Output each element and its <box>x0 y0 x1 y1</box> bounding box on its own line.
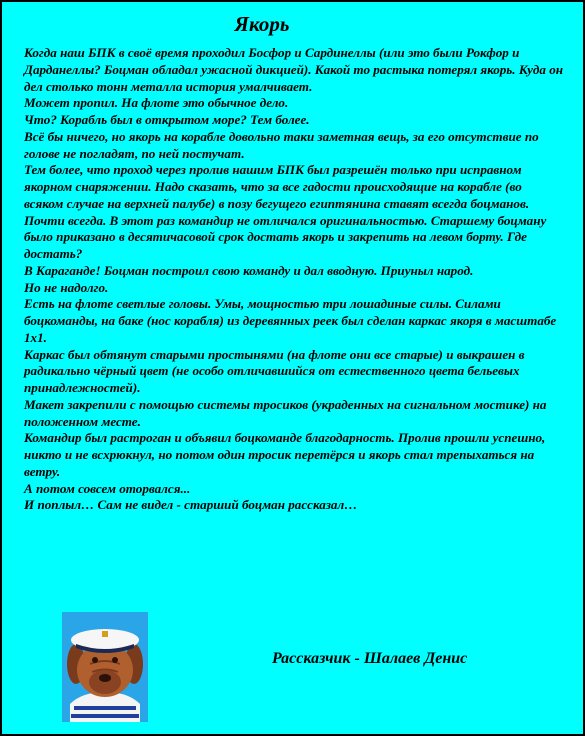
story-paragraph: Почти всегда. В этот раз командир не отличался оригинальностью. Старшему боцману было приказано в десятичасовой срок достать якорь и закрепить на левом борту. Где достать? <box>24 212 547 261</box>
story-paragraph: Командир был растроган и объявил боцкоманде благодарность. Пролив прошли успешно, никто и не всхрюкнул, но потом один тросик перетёрся и якорь стал трепыхаться на ветру. <box>24 430 546 479</box>
story-paragraph: А потом совсем оторвался... <box>24 480 191 496</box>
story-paragraph: Когда наш БПК в своё время проходил Босфор и Сардинеллы (или это были Рокфор и Дарданеллы? Боцман обладал ужасной дикцией). Какой то растыка потерял якорь. Куда он дел столько тонн металла история умалчивает. <box>24 45 564 94</box>
sailor-dog-illustration <box>62 612 148 722</box>
story-paragraph: Всё бы ничего, но якорь на корабле довольно таки заметная вещь, за его отсутствие по голове не погладят, по ней постучат. <box>24 128 539 161</box>
narrator-credit: Рассказчик - Шалаев Денис <box>272 650 468 667</box>
story-paragraph: И поплыл… Сам не видел - старший боцман рассказал… <box>24 497 358 513</box>
story-paragraph: Что? Корабль был в открытом море? Тем более. <box>24 112 310 127</box>
story-paragraph: Но не надолго. <box>24 279 109 295</box>
story-paragraph: Тем более, что проход через пролив нашим БПК был разрешён только при исправном якорном снаряжении. Надо сказать, что за все гадости происходящие на корабле (во всяком случае на верхней палубе) в позу бегущего египтянина ставят всегда боцманов. <box>24 162 530 211</box>
story-paragraph: Каркас был обтянут старыми простынями (на флоте они все старые) и выкрашен в радикально чёрный цвет (не особо отличавшийся от естественного цвета бельевых принадлежностей). <box>24 346 525 395</box>
sailor-dog-icon <box>62 612 148 722</box>
story-paragraph: Может пропил. На флоте это обычное дело. <box>24 95 289 111</box>
story-title: Якорь <box>234 12 290 36</box>
story-paragraph: В Караганде! Боцман построил свою команду и дал вводную. Приуныл народ. <box>24 262 474 278</box>
story-body <box>24 45 564 514</box>
story-paragraph: Макет закрепили с помощью системы тросиков (украденных на сигнальном мостике) на положенном месте. <box>24 396 547 429</box>
story-paragraph: Есть на флоте светлые головы. Умы, мощностью три лошадиные силы. Силами боцкоманды, на баке (нос корабля) из деревянных реек был сделан каркас якоря в масштабе 1х1. <box>24 296 557 345</box>
